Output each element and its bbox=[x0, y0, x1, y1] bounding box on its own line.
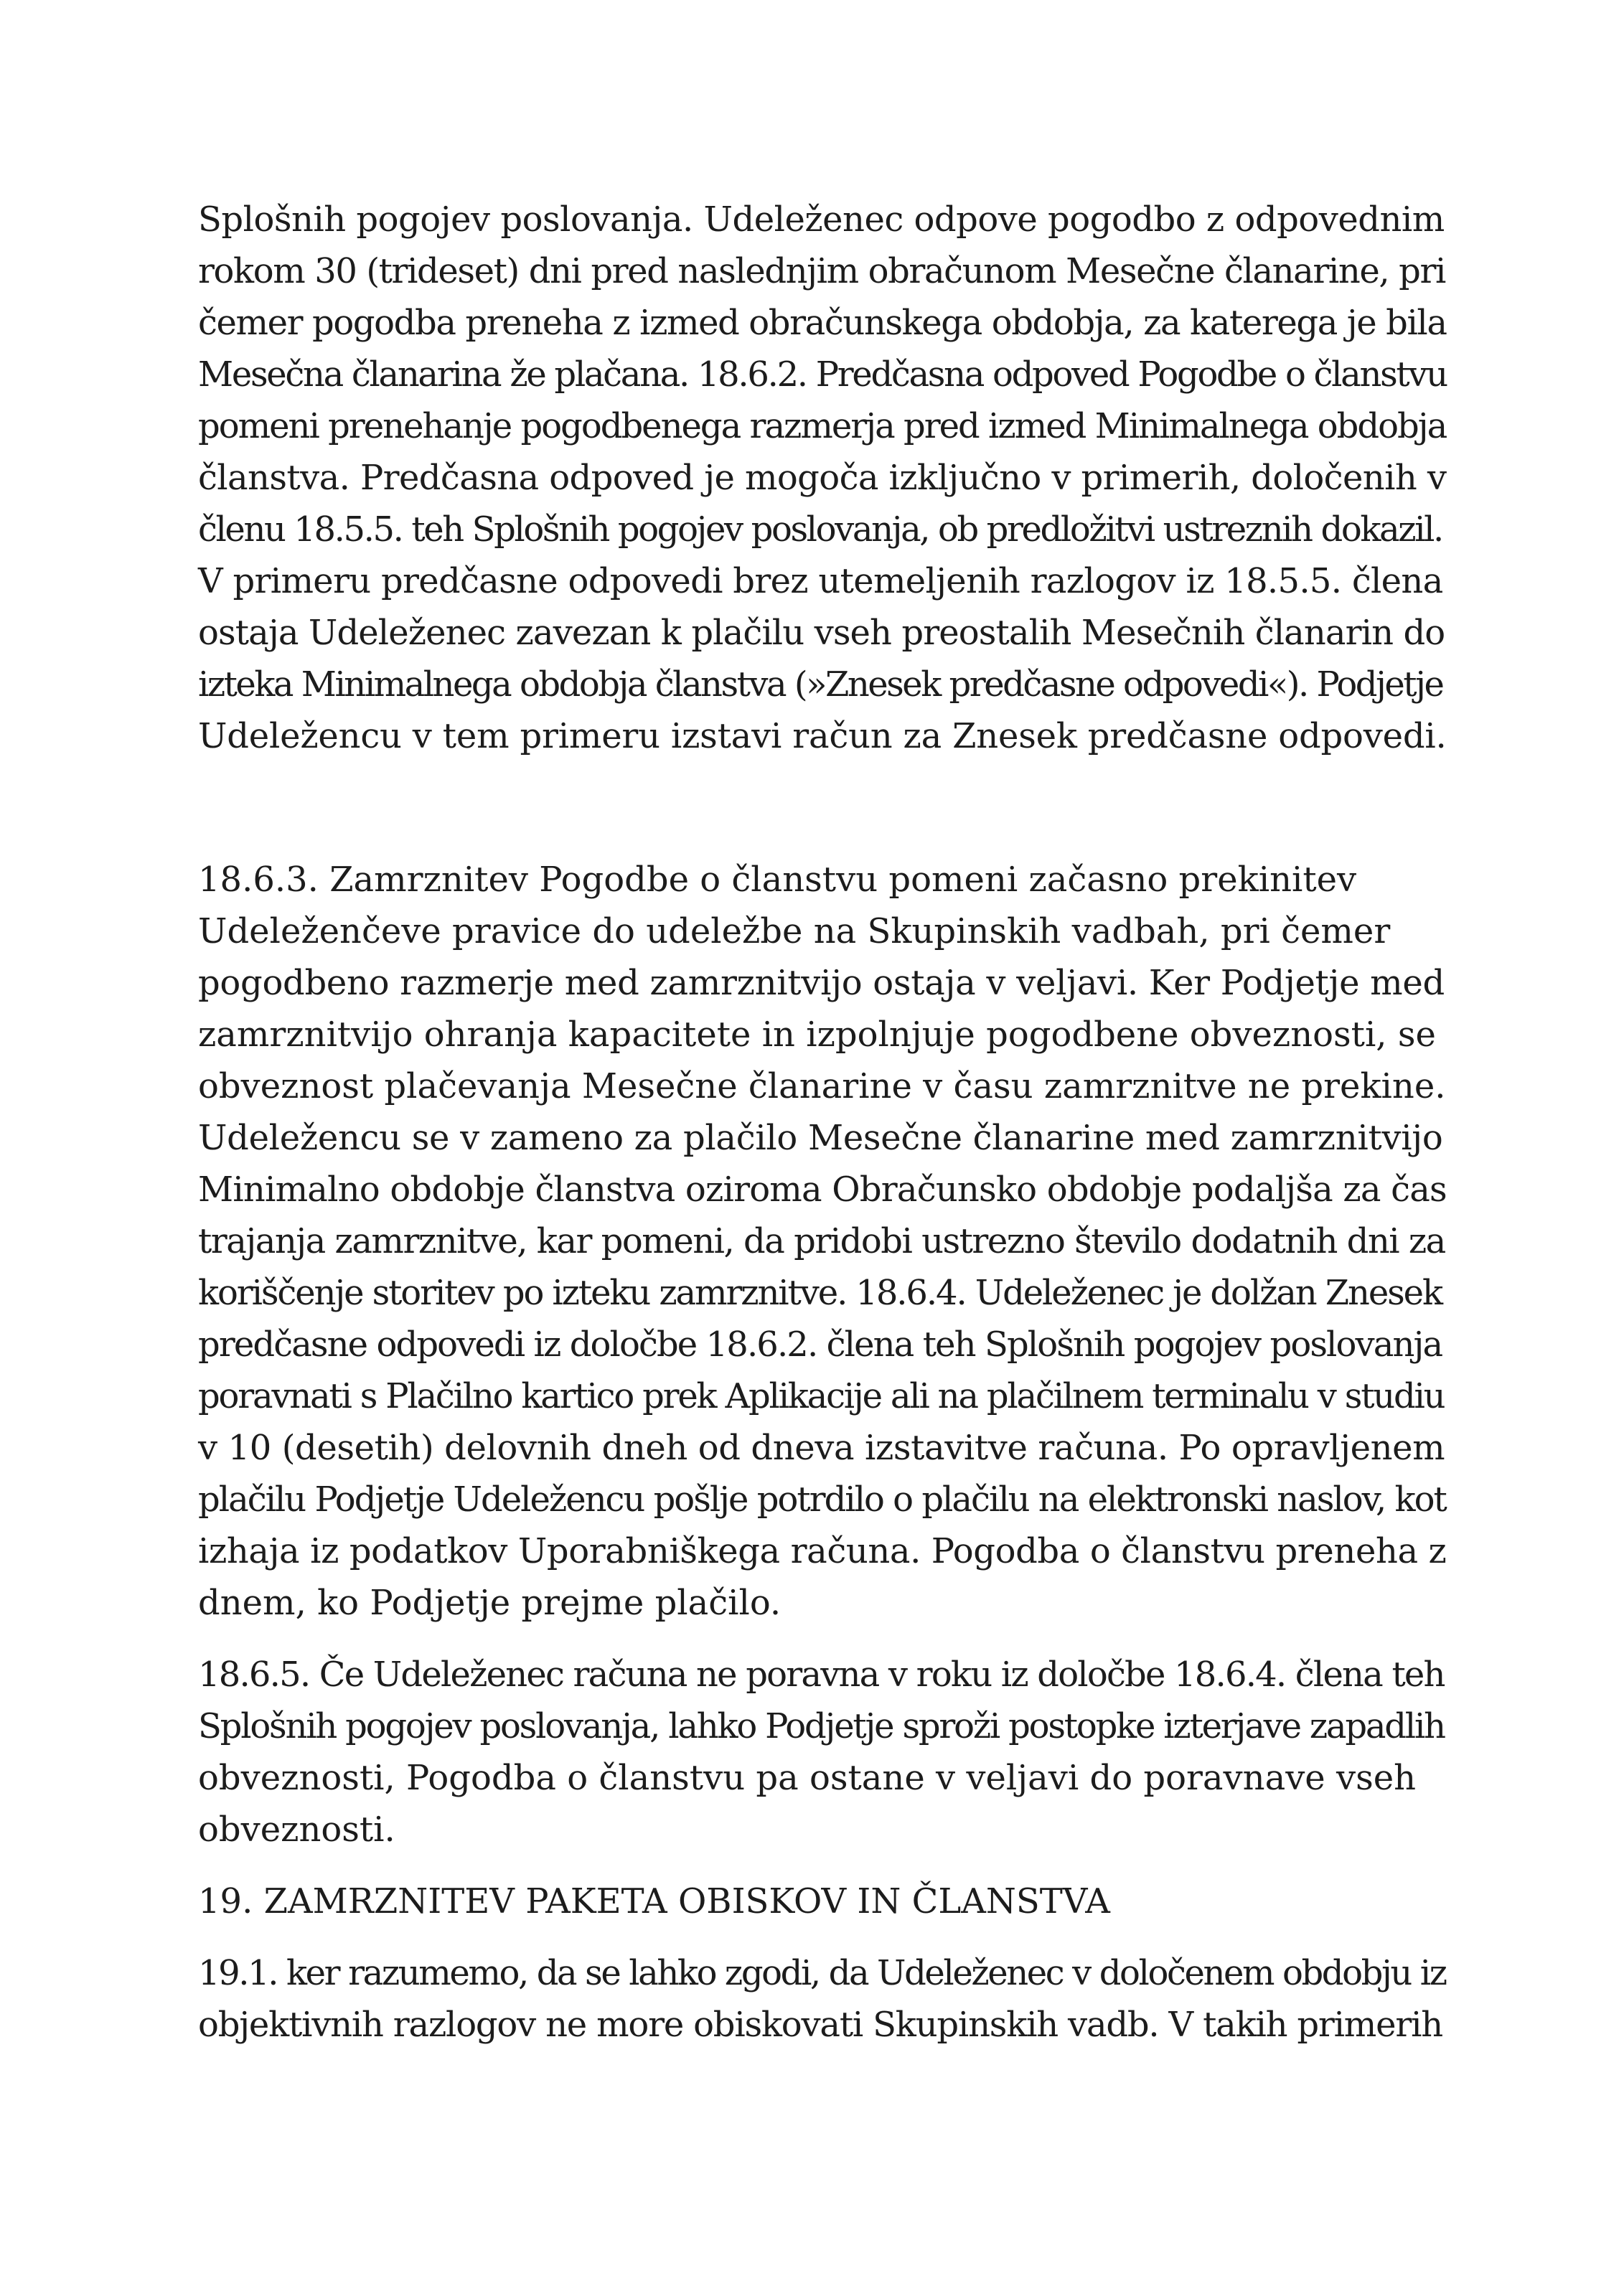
text-line: rokom 30 (trideset) dni pred naslednjim obračunom Mesečne članarine, pri bbox=[198, 251, 1445, 291]
text-line: Mesečna članarina že plačana. 18.6.2. Predčasna odpoved Pogodbe o članstvu bbox=[198, 354, 1447, 395]
document-body bbox=[198, 194, 1447, 2051]
text-line: Udeležencu v tem primeru izstavi račun za Znesek predčasne odpovedi. bbox=[198, 716, 1447, 756]
text-line: Udeleženčeve pravice do udeležbe na Skupinskih vadbah, pri čemer bbox=[198, 911, 1391, 951]
text-line: Splošnih pogojev poslovanja, lahko Podjetje sproži postopke izterjave zapadlih bbox=[198, 1706, 1445, 1746]
text-line: Splošnih pogojev poslovanja. Udeleženec odpove pogodbo z odpovednim bbox=[198, 199, 1445, 240]
text-line: 18.6.3. Zamrznitev Pogodbe o članstvu pomeni začasno prekinitev bbox=[198, 860, 1357, 900]
text-line: členu 18.5.5. teh Splošnih pogojev poslovanja, ob predložitvi ustreznih dokazil. bbox=[198, 509, 1442, 550]
text-line: Udeležencu se v zameno za plačilo Mesečne članarine med zamrznitvijo bbox=[198, 1118, 1443, 1158]
paragraph-unpaid-invoice bbox=[198, 1649, 1447, 1855]
text-line: plačilu Podjetje Udeležencu pošlje potrdilo o plačilu na elektronski naslov, kot bbox=[198, 1479, 1446, 1520]
text-line: izteka Minimalnega obdobja članstva (»Znesek predčasne odpovedi«). Podjetje bbox=[198, 664, 1443, 705]
text-line: predčasne odpovedi iz določbe 18.6.2. člena teh Splošnih pogojev poslovanja bbox=[198, 1325, 1442, 1365]
text-line: 19.1. ker razumemo, da se lahko zgodi, da Udeleženec v določenem obdobju iz bbox=[198, 1953, 1446, 1993]
text-line: 18.6.5. Če Udeleženec računa ne poravna v roku iz določbe 18.6.4. člena teh bbox=[198, 1655, 1445, 1695]
text-line: pomeni prenehanje pogodbenega razmerja pred izmed Minimalnega obdobja bbox=[198, 406, 1447, 446]
paragraph-freeze-membership bbox=[198, 854, 1447, 1629]
text-line: čemer pogodba preneha z izmed obračunskega obdobja, za katerega je bila bbox=[198, 303, 1447, 343]
text-line: obveznost plačevanja Mesečne članarine v času zamrznitve ne prekine. bbox=[198, 1066, 1446, 1106]
text-line: obveznosti, Pogodba o članstvu pa ostane v veljavi do poravnave vseh bbox=[198, 1758, 1417, 1798]
paragraph-early-termination bbox=[198, 194, 1447, 762]
paragraph-19-1 bbox=[198, 1947, 1447, 2051]
text-line: ostaja Udeleženec zavezan k plačilu vseh preostalih Mesečnih članarin do bbox=[198, 613, 1445, 653]
text-line: Minimalno obdobje članstva oziroma Obračunsko obdobje podaljša za čas bbox=[198, 1170, 1447, 1210]
text-line: obveznosti. bbox=[198, 1810, 395, 1850]
text-line: koriščenje storitev po izteku zamrznitve. 18.6.4. Udeleženec je dolžan Znesek bbox=[198, 1273, 1442, 1313]
section-title: 19. ZAMRZNITEV PAKETA OBISKOV IN ČLANSTVA bbox=[198, 1881, 1110, 1921]
section-heading-19 bbox=[198, 1876, 1447, 1927]
text-line: trajanja zamrznitve, kar pomeni, da pridobi ustrezno število dodatnih dni za bbox=[198, 1221, 1445, 1261]
text-line: poravnati s Plačilno kartico prek Aplikacije ali na plačilnem terminalu v studiu bbox=[198, 1376, 1445, 1416]
text-line: članstva. Predčasna odpoved je mogoča izključno v primerih, določenih v bbox=[198, 458, 1447, 498]
text-line: dnem, ko Podjetje prejme plačilo. bbox=[198, 1583, 782, 1623]
text-line: zamrznitvijo ohranja kapacitete in izpolnjuje pogodbene obveznosti, se bbox=[198, 1015, 1436, 1055]
text-line: izhaja iz podatkov Uporabniškega računa. Pogodba o članstvu preneha z bbox=[198, 1531, 1447, 1571]
text-line: pogodbeno razmerje med zamrznitvijo ostaja v veljavi. Ker Podjetje med bbox=[198, 963, 1445, 1003]
text-line: v 10 (desetih) delovnih dneh od dneva izstavitve računa. Po opravljenem bbox=[198, 1428, 1445, 1468]
text-line: objektivnih razlogov ne more obiskovati Skupinskih vadb. V takih primerih bbox=[198, 2005, 1442, 2045]
text-line: V primeru predčasne odpovedi brez utemeljenih razlogov iz 18.5.5. člena bbox=[198, 561, 1443, 601]
